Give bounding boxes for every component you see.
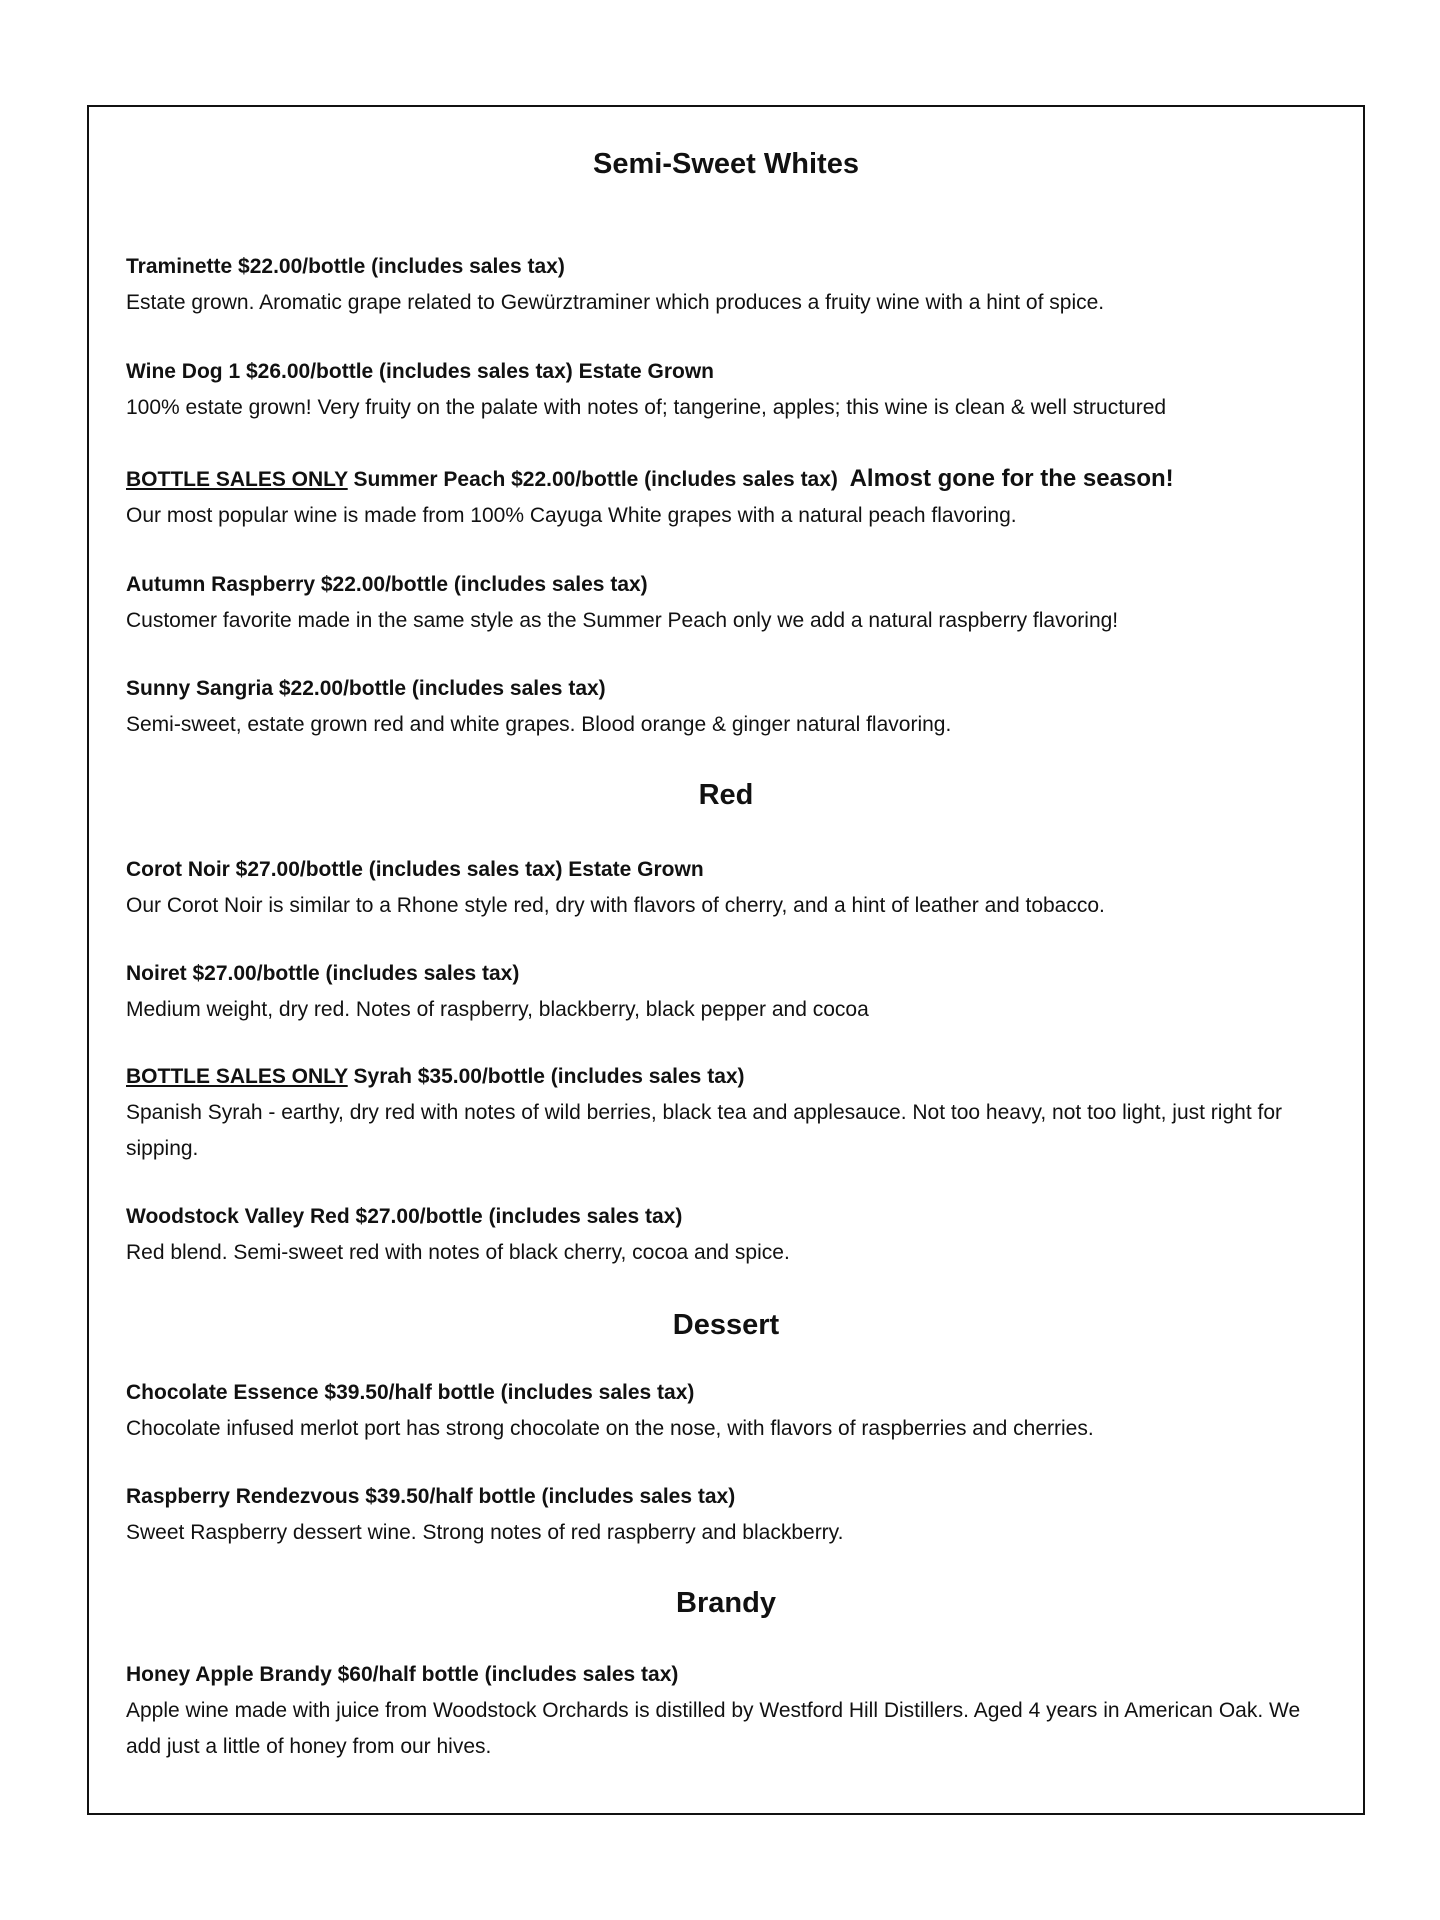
item-description: Our most popular wine is made from 100% Cayuga White grapes with a natural peach flavoring. (126, 504, 1017, 527)
menu-item (126, 1059, 1336, 1167)
item-title: Raspberry Rendezvous $39.50/half bottle (includes sales tax) (126, 1485, 736, 1508)
item-title: Summer Peach $22.00/bottle (includes sales tax) (347, 468, 850, 491)
item-title: Sunny Sangria $22.00/bottle (includes sales tax) (126, 677, 606, 700)
item-title: Autumn Raspberry $22.00/bottle (includes sales tax) (126, 573, 648, 596)
item-title: Honey Apple Brandy $60/half bottle (includes sales tax) (126, 1663, 679, 1686)
item-description: Semi-sweet, estate grown red and white grapes. Blood orange & ginger natural flavoring. (126, 713, 952, 736)
menu-item (126, 1657, 1336, 1765)
menu-item (126, 1479, 1336, 1551)
menu-item (126, 671, 1336, 743)
menu-item (126, 956, 1336, 1028)
item-description: Red blend. Semi-sweet red with notes of black cherry, cocoa and spice. (126, 1241, 790, 1264)
item-description: Medium weight, dry red. Notes of raspberry, blackberry, black pepper and cocoa (126, 998, 869, 1021)
section-heading: Semi-Sweet Whites (593, 148, 859, 180)
menu-item (126, 461, 1336, 534)
item-description: Sweet Raspberry dessert wine. Strong notes of red raspberry and blackberry. (126, 1521, 844, 1544)
season-note: Almost gone for the season! (849, 465, 1174, 492)
item-title: Noiret $27.00/bottle (includes sales tax) (126, 962, 520, 985)
bottle-sales-only-badge: BOTTLE SALES ONLY (126, 468, 348, 491)
section-heading: Dessert (672, 1309, 780, 1341)
section-heading: Brandy (676, 1587, 776, 1619)
menu-item (126, 852, 1336, 924)
item-title: Wine Dog 1 $26.00/bottle (includes sales tax) Estate Grown (126, 360, 714, 383)
item-title: Traminette $22.00/bottle (includes sales tax) (126, 255, 565, 278)
item-description: Chocolate infused merlot port has strong chocolate on the nose, with flavors of raspberries and cherries. (126, 1417, 1094, 1440)
item-title: Chocolate Essence $39.50/half bottle (includes sales tax) (126, 1381, 695, 1404)
item-description: Spanish Syrah - earthy, dry red with notes of wild berries, black tea and applesauce. Not too heavy, not too light, just right for sipping. (126, 1101, 1283, 1160)
item-description: Estate grown. Aromatic grape related to Gewürztraminer which produces a fruity wine with a hint of spice. (126, 291, 1105, 314)
item-description: Customer favorite made in the same style as the Summer Peach only we add a natural raspberry flavoring! (126, 609, 1119, 632)
menu-item (126, 1199, 1336, 1271)
item-description: Apple wine made with juice from Woodstock Orchards is distilled by Westford Hill Distillers. Aged 4 years in American Oak. We add just a little of honey from our hives. (126, 1699, 1301, 1758)
item-title: Syrah $35.00/bottle (includes sales tax) (347, 1065, 745, 1088)
menu-item (126, 354, 1336, 426)
menu-item (126, 567, 1336, 639)
menu-item (126, 249, 1336, 321)
item-title: Corot Noir $27.00/bottle (includes sales tax) Estate Grown (126, 858, 704, 881)
item-title: Woodstock Valley Red $27.00/bottle (includes sales tax) (126, 1205, 683, 1228)
item-description: Our Corot Noir is similar to a Rhone style red, dry with flavors of cherry, and a hint of leather and tobacco. (126, 894, 1105, 917)
menu-item (126, 1375, 1336, 1447)
bottle-sales-only-badge: BOTTLE SALES ONLY (126, 1065, 348, 1088)
item-description: 100% estate grown! Very fruity on the palate with notes of; tangerine, apples; this wine is clean & well structured (126, 396, 1167, 419)
section-heading: Red (698, 779, 754, 811)
